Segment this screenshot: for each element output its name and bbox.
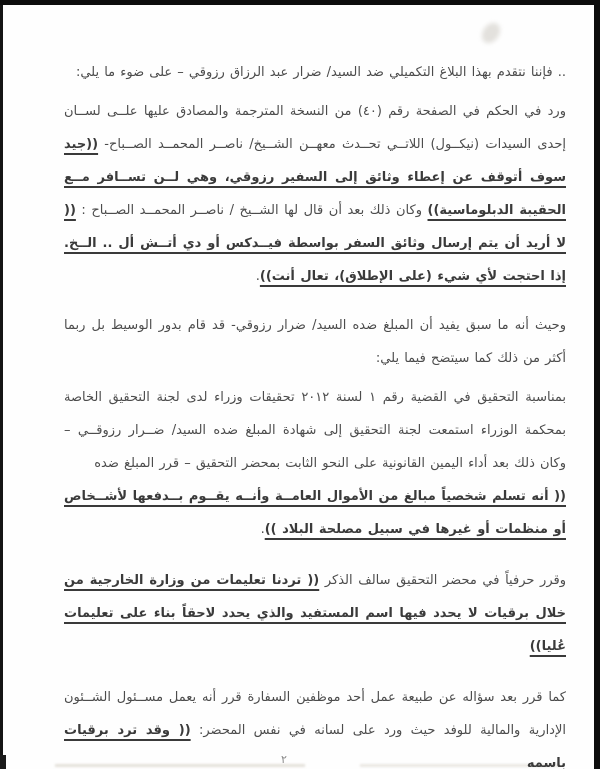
text-segment: .. فإننا نتقدم بهذا البلاغ التكميلي ضد السيد/ ضرار عبد الرزاق رزوقي – على ضوء ما يلي: — [75, 65, 566, 80]
text-segment: بمناسبة التحقيق في القضية رقم ١ لسنة ٢٠١٢ تحقيقات وزراء لدى لجنة التحقيق الخاصة بمحكمة الوزراء استمعت لجنة التحقيق إلى شهادة المبلغ ضده السيد/ ضــرار رزوقــي – وكان ذلك بعد أداء اليمين القانونية على النحو الثابت بمحضر التحقيق – قرر المبلغ ضده — [64, 390, 567, 471]
page-number: ٢ — [281, 753, 287, 766]
paragraph — [64, 56, 566, 89]
text-segment: . — [255, 269, 260, 284]
quoted-text-segment: (( أنه تسلم شخصياً مبالغ من الأموال العامــة وأنــه يقــوم بــدفعها لأشــخاص أو منظمات أو غيرها في سبيل مصلحة البلاد )) — [64, 489, 566, 537]
paragraph — [64, 381, 566, 480]
paragraph — [64, 564, 566, 663]
text-segment: وكان ذلك بعد أن قال لها الشــيخ / ناصــر المحمــد الصــباح : — [75, 203, 428, 218]
text-segment: . — [260, 522, 265, 537]
text-segment: كما قرر بعد سؤاله عن طبيعة عمل أحد موظفين السفارة قرر أنه يعمل مســئول الشــئون الإدارية والمالية للوفد حيث ورد على لسانه في نفس المحضر: — [64, 690, 566, 738]
quoted-text-segment: (( لا أريد أن يتم إرسال وثائق السفر بواسطة فيــدكس أو دي أتــش أل .. الــخ. إذا احتجت لأي شيء (على الإطلاق)، تعال أنت)) — [64, 203, 566, 284]
quoted-text-segment: ((جيد سوف أتوقف عن إعطاء وثائق إلى السفير رزوقي، وهي لــن تســافر مــع الحقيبة الدبلوماسية)) — [64, 137, 566, 218]
text-segment: وقرر حرفياً في محضر التحقيق سالف الذكر — [319, 573, 566, 588]
quoted-text-segment: (( تردنا تعليمات من وزارة الخارجية من خلال برقيات لا يحدد فيها اسم المستفيد والذي يحدد لاحقاً بناء على تعليمات عُليا)) — [64, 573, 566, 654]
paragraph — [64, 95, 566, 293]
paragraph — [64, 480, 566, 546]
scan-border-left — [0, 5, 3, 755]
paragraph — [64, 309, 566, 375]
scan-border-right — [594, 0, 600, 769]
quoted-text-segment: (( وقد ترد برقيات باسمه — [64, 723, 566, 769]
scan-artifact — [478, 19, 504, 46]
text-segment: ورد في الحكم في الصفحة رقم (٤٠) من النسخة المترجمة والمصادق عليها علــى لســان إحدى السيدات (نيكــول) اللاتــي تحــدث معهــن الشــيخ/ ناصــر المحمــد الصــباح- — [64, 104, 566, 152]
text-segment: وحيث أنه ما سبق يفيد أن المبلغ ضده السيد/ ضرار رزوقي- قد قام بدور الوسيط بل ربما أكثر من ذلك كما سيتضح فيما يلي: — [64, 318, 566, 366]
document-text — [64, 56, 566, 769]
scan-corner-mark — [0, 755, 6, 769]
paragraph — [64, 681, 566, 769]
scan-border-top — [0, 0, 600, 5]
